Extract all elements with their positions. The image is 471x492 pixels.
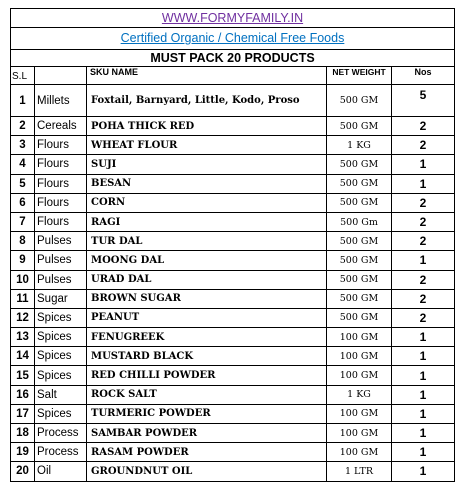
row-sku: RASAM POWDER bbox=[87, 443, 327, 461]
header-weight: NET WEIGHT bbox=[327, 67, 392, 84]
row-weight: 500 GM bbox=[327, 194, 392, 212]
row-nos: 2 bbox=[419, 119, 427, 134]
row-sku: SUJI bbox=[87, 155, 327, 173]
row-weight: 500 GM bbox=[327, 251, 392, 269]
row-nos: 1 bbox=[419, 330, 427, 345]
tagline-link[interactable]: Certified Organic / Chemical Free Foods bbox=[120, 31, 345, 45]
row-sku: ROCK SALT bbox=[87, 386, 327, 404]
row-sl: 11 bbox=[11, 290, 35, 308]
row-sku: FENUGREEK bbox=[87, 328, 327, 346]
row-sl: 18 bbox=[11, 424, 35, 442]
row-sku: MUSTARD BLACK bbox=[87, 347, 327, 365]
row-category: Salt bbox=[35, 386, 87, 404]
row-category: Pulses bbox=[35, 251, 87, 269]
row-weight: 500 GM bbox=[327, 155, 392, 173]
table-row bbox=[10, 462, 455, 481]
row-sl: 14 bbox=[11, 347, 35, 365]
row-sl: 17 bbox=[11, 405, 35, 423]
row-sku: SAMBAR POWDER bbox=[87, 424, 327, 442]
table-row bbox=[10, 424, 455, 443]
row-sku: Foxtail, Barnyard, Little, Kodo, Proso bbox=[87, 85, 327, 116]
row-sl: 19 bbox=[11, 443, 35, 461]
table-row bbox=[10, 213, 455, 232]
row-sku: URAD DAL bbox=[87, 271, 327, 289]
row-nos: 2 bbox=[419, 138, 427, 153]
row-sku: POHA THICK RED bbox=[87, 117, 327, 135]
row-sl: 12 bbox=[11, 309, 35, 327]
row-nos: 2 bbox=[419, 195, 427, 210]
row-category: Spices bbox=[35, 405, 87, 423]
table-row bbox=[10, 136, 455, 155]
row-weight: 100 GM bbox=[327, 405, 392, 423]
header-sl: S.L bbox=[11, 67, 35, 84]
row-nos: 2 bbox=[419, 234, 427, 249]
row-weight: 500 GM bbox=[327, 290, 392, 308]
row-weight: 500 GM bbox=[327, 117, 392, 135]
row-weight: 500 GM bbox=[327, 271, 392, 289]
table-row bbox=[10, 271, 455, 290]
row-sku: MOONG DAL bbox=[87, 251, 327, 269]
table-row bbox=[10, 155, 455, 174]
row-sl: 8 bbox=[11, 232, 35, 250]
row-sku: BROWN SUGAR bbox=[87, 290, 327, 308]
row-nos: 1 bbox=[419, 349, 427, 364]
row-nos: 1 bbox=[419, 253, 427, 268]
row-category: Cereals bbox=[35, 117, 87, 135]
row-nos: 1 bbox=[419, 387, 427, 402]
row-weight: 500 GM bbox=[327, 85, 392, 116]
row-weight: 1 LTR bbox=[327, 462, 392, 480]
row-weight: 1 KG bbox=[327, 386, 392, 404]
row-category: Flours bbox=[35, 136, 87, 154]
row-sku: WHEAT FLOUR bbox=[87, 136, 327, 154]
row-sku: GROUNDNUT OIL bbox=[87, 462, 327, 480]
header-category bbox=[35, 67, 87, 84]
product-rows bbox=[10, 85, 455, 482]
row-sku: RAGI bbox=[87, 213, 327, 231]
table-row bbox=[10, 309, 455, 328]
table-row bbox=[10, 117, 455, 136]
row-nos: 2 bbox=[419, 291, 427, 306]
table-row bbox=[10, 405, 455, 424]
title-row bbox=[10, 50, 455, 67]
table-row bbox=[10, 232, 455, 251]
row-category: Sugar bbox=[35, 290, 87, 308]
sheet-title: MUST PACK 20 PRODUCTS bbox=[150, 51, 315, 65]
table-row bbox=[10, 175, 455, 194]
header-nos: Nos bbox=[414, 67, 432, 77]
row-sku: TUR DAL bbox=[87, 232, 327, 250]
row-category: Spices bbox=[35, 309, 87, 327]
row-category: Spices bbox=[35, 366, 87, 384]
row-sl: 9 bbox=[11, 251, 35, 269]
row-category: Millets bbox=[35, 85, 87, 116]
row-sl: 20 bbox=[11, 462, 35, 480]
row-sl: 15 bbox=[11, 366, 35, 384]
row-category: Pulses bbox=[35, 232, 87, 250]
table-row bbox=[10, 366, 455, 385]
row-category: Spices bbox=[35, 328, 87, 346]
row-sku: BESAN bbox=[87, 175, 327, 193]
table-row bbox=[10, 194, 455, 213]
row-sl: 4 bbox=[11, 155, 35, 173]
row-nos: 1 bbox=[419, 406, 427, 421]
row-weight: 500 GM bbox=[327, 175, 392, 193]
row-category: Pulses bbox=[35, 271, 87, 289]
row-sl: 3 bbox=[11, 136, 35, 154]
row-weight: 500 GM bbox=[327, 232, 392, 250]
row-nos: 5 bbox=[419, 88, 427, 102]
header-row bbox=[10, 67, 455, 85]
row-weight: 100 GM bbox=[327, 366, 392, 384]
row-weight: 500 GM bbox=[327, 309, 392, 327]
row-nos: 1 bbox=[419, 445, 427, 460]
row-category: Flours bbox=[35, 194, 87, 212]
row-sl: 2 bbox=[11, 117, 35, 135]
table-row bbox=[10, 85, 455, 117]
row-nos: 1 bbox=[419, 157, 427, 172]
table-row bbox=[10, 386, 455, 405]
tagline-row bbox=[10, 28, 455, 50]
row-sl: 1 bbox=[11, 85, 35, 116]
row-weight: 1 KG bbox=[327, 136, 392, 154]
row-sku: RED CHILLI POWDER bbox=[87, 366, 327, 384]
website-row bbox=[10, 8, 455, 28]
row-nos: 2 bbox=[419, 272, 427, 287]
row-sl: 16 bbox=[11, 386, 35, 404]
row-sku: CORN bbox=[87, 194, 327, 212]
row-category: Flours bbox=[35, 213, 87, 231]
row-weight: 100 GM bbox=[327, 328, 392, 346]
row-nos: 2 bbox=[419, 215, 427, 230]
table-row bbox=[10, 251, 455, 270]
row-nos: 1 bbox=[419, 176, 427, 191]
row-category: Oil bbox=[35, 462, 87, 480]
row-nos: 1 bbox=[419, 368, 427, 383]
row-weight: 500 Gm bbox=[327, 213, 392, 231]
row-weight: 100 GM bbox=[327, 424, 392, 442]
row-weight: 100 GM bbox=[327, 443, 392, 461]
row-category: Flours bbox=[35, 175, 87, 193]
row-sku: PEANUT bbox=[87, 309, 327, 327]
row-category: Process bbox=[35, 424, 87, 442]
row-sl: 5 bbox=[11, 175, 35, 193]
table-row bbox=[10, 347, 455, 366]
table-row bbox=[10, 328, 455, 347]
website-link[interactable]: WWW.FORMYFAMILY.IN bbox=[161, 11, 304, 25]
row-category: Process bbox=[35, 443, 87, 461]
row-category: Flours bbox=[35, 155, 87, 173]
row-sl: 7 bbox=[11, 213, 35, 231]
row-sl: 13 bbox=[11, 328, 35, 346]
row-sl: 10 bbox=[11, 271, 35, 289]
row-category: Spices bbox=[35, 347, 87, 365]
table-row bbox=[10, 290, 455, 309]
row-nos: 2 bbox=[419, 310, 427, 325]
row-weight: 100 GM bbox=[327, 347, 392, 365]
row-nos: 1 bbox=[419, 464, 427, 479]
table-row bbox=[10, 443, 455, 462]
row-sl: 6 bbox=[11, 194, 35, 212]
header-sku: SKU NAME bbox=[87, 67, 327, 84]
row-sku: TURMERIC POWDER bbox=[87, 405, 327, 423]
product-sheet bbox=[10, 8, 455, 482]
row-nos: 1 bbox=[419, 426, 427, 441]
